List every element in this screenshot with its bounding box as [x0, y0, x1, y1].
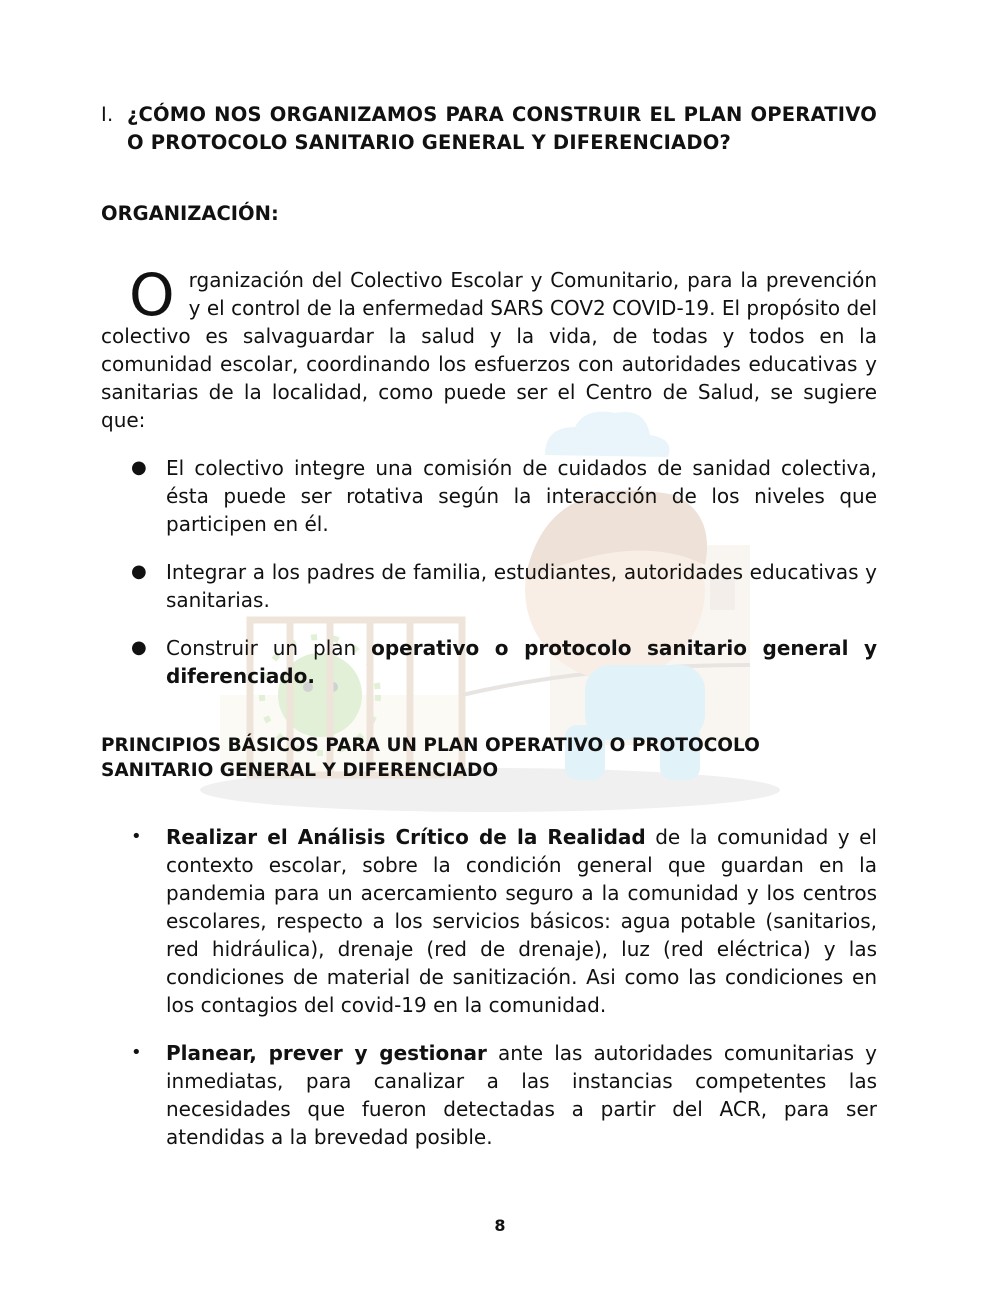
list-item [101, 823, 877, 1019]
bullet-text: de la comunidad y el contexto escolar, sobre la condición general que guardan en la pandemia para un acercamiento seguro a la comunidad y los centros escolares, respecto a los servicios básicos: agua potable (sanitarios, red hidráulica), drenaje (red de drenaje), luz (red eléctrica) y las condiciones de material de sanitización. Asi como las condiciones en los contagios del covid-19 en la comunidad. [166, 825, 877, 1017]
bullet-icon: ● [131, 637, 147, 658]
organizacion-heading: ORGANIZACIÓN: [101, 202, 279, 225]
bullet-text: ante las autoridades comunitarias y inmediatas, para canalizar a las instancias competentes las necesidades que fueron detectadas a partir del ACR, para ser atendidas a la brevedad posible. [166, 1041, 877, 1149]
organizacion-paragraph [101, 261, 877, 434]
list-item [101, 558, 877, 614]
list-item [101, 634, 877, 690]
page-number: 8 [494, 1216, 506, 1235]
bullet-text: Integrar a los padres de familia, estudiantes, autoridades educativas y sanitarias. [166, 560, 877, 612]
bullet-bold-text: operativo o protocolo sanitario general y diferenciado. [166, 636, 877, 688]
list-item [101, 1039, 877, 1151]
bullet-icon: ● [131, 457, 147, 478]
bullet-text: Construir un plan [166, 636, 372, 660]
bullet-text: El colectivo integre una comisión de cuidados de sanidad colectiva, ésta puede ser rotativa según la interacción de los niveles que participen en él. [166, 456, 877, 536]
bullet-bold-text: Planear, prever y gestionar [166, 1041, 487, 1065]
bullet-icon: • [131, 826, 142, 847]
section-heading [101, 101, 877, 157]
bullet-icon: • [131, 1042, 142, 1063]
organizacion-bullet-list [101, 454, 877, 690]
section-title: ¿CÓMO NOS ORGANIZAMOS PARA CONSTRUIR EL PLAN OPERATIVO O PROTOCOLO SANITARIO GENERAL Y DIFERENCIADO? [127, 103, 877, 154]
bullet-icon: ● [131, 561, 147, 582]
principios-heading: PRINCIPIOS BÁSICOS PARA UN PLAN OPERATIVO O PROTOCOLO SANITARIO GENERAL Y DIFERENCIADO [101, 735, 760, 781]
section-number: I. [101, 103, 114, 126]
bullet-bold-text: Realizar el Análisis Crítico de la Realidad [166, 825, 646, 849]
drop-cap: O [129, 261, 175, 329]
list-item [101, 454, 877, 538]
organizacion-paragraph-text: rganización del Colectivo Escolar y Comunitario, para la prevención y el control de la enfermedad SARS COV2 COVID-19. El propósito del colectivo es salvaguardar la salud y la vida, de todas y todos en la comunidad escolar, coordinando los esfuerzos con autoridades educativas y sanitarias de la localidad, como puede ser el Centro de Salud, se sugiere que: [101, 268, 877, 432]
principios-bullet-list [101, 823, 877, 1151]
